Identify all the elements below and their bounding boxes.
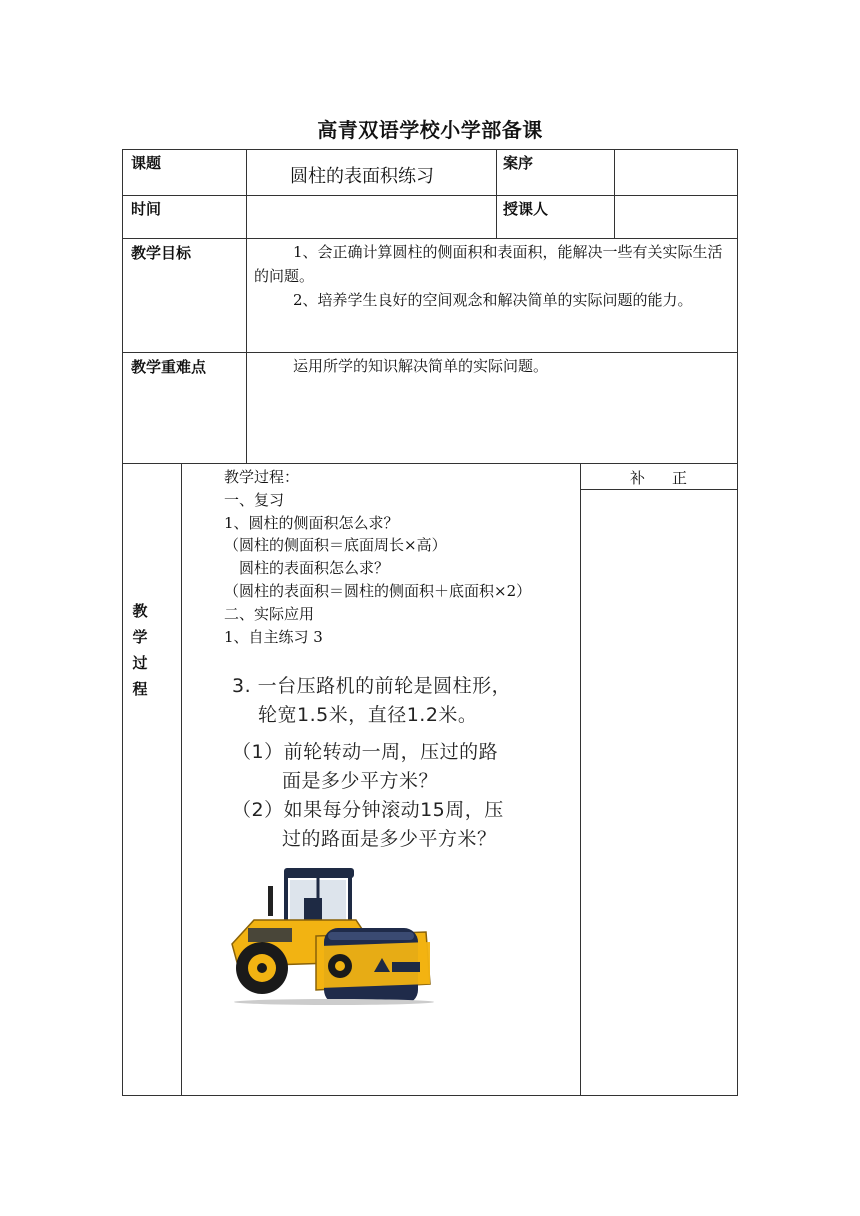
exercise-question: 面是多少平方米？: [282, 770, 439, 792]
row-divider: [122, 463, 738, 464]
process-line: 1、自主练习 3: [224, 627, 323, 646]
row-divider: [122, 352, 738, 353]
row-divider: [122, 238, 738, 239]
process-label-char: 教: [132, 602, 148, 620]
topic-value: 圆柱的表面积练习: [290, 166, 434, 187]
case-label: 案序: [503, 154, 534, 172]
exercise-excerpt: [232, 672, 511, 854]
process-label: [126, 598, 154, 702]
drum-hub-center: [335, 961, 345, 971]
correction-header: [581, 467, 737, 488]
key-points-label: 教学重难点: [131, 358, 207, 376]
road-roller-image: [224, 862, 436, 1006]
exercise-line: 3. 一台压路机的前轮是圆柱形，: [232, 675, 512, 697]
correction-column-divider: [580, 463, 581, 1096]
column-divider: [614, 149, 615, 239]
time-label: 时间: [131, 200, 162, 218]
process-line: 二、实际应用: [224, 604, 315, 623]
ground-shadow: [234, 999, 434, 1005]
correction-char: 正: [672, 469, 689, 487]
rear-wheel-center: [257, 963, 267, 973]
topic-label: 课题: [131, 154, 162, 172]
exercise-question: 过的路面是多少平方米？: [282, 828, 497, 850]
process-label-divider: [181, 463, 182, 1096]
brand-plate: [392, 962, 420, 972]
goal-item: 1、会正确计算圆柱的侧面积和表面积，能解决一些有关实际生活的问题。: [254, 243, 723, 285]
exercise-question: （1）前轮转动一周，压过的路: [232, 741, 499, 763]
process-line: 圆柱的表面积怎么求？: [224, 559, 390, 578]
teacher-label: 授课人: [503, 200, 549, 218]
exercise-question: （2）如果每分钟滚动15周，压: [232, 799, 504, 821]
goals-label: 教学目标: [131, 244, 192, 262]
table-border-bottom: [122, 1095, 738, 1096]
correction-header-divider: [580, 489, 738, 490]
process-label-char: 程: [132, 680, 148, 698]
correction-char: 补: [629, 469, 646, 487]
exercise-line: 轮宽1.5米，直径1.2米。: [258, 704, 478, 726]
drum-highlight: [328, 932, 414, 940]
key-points-text: [254, 354, 732, 378]
table-border-left: [122, 149, 123, 1096]
process-line: （圆柱的侧面积＝底面周长×高）: [224, 536, 447, 555]
process-line: 教学过程：: [224, 468, 300, 486]
process-label-char: 学: [132, 628, 148, 646]
row-divider: [122, 195, 738, 196]
exercise-spacer: [232, 730, 511, 738]
table-border-right: [737, 149, 738, 1096]
process-content: [224, 466, 576, 648]
process-line: （圆柱的表面积＝圆柱的侧面积＋底面积×2）: [224, 581, 532, 600]
process-line: 一、复习: [224, 490, 285, 509]
label-column-divider: [246, 149, 247, 464]
goals-text: [254, 240, 732, 312]
goal-item: 2、培养学生良好的空间观念和解决简单的实际问题的能力。: [293, 291, 693, 309]
process-line: 1、圆柱的侧面积怎么求？: [224, 513, 399, 532]
table-border-top: [122, 149, 738, 150]
exhaust-pipe: [268, 886, 273, 916]
body-panel: [248, 928, 292, 942]
document-title: 高青双语学校小学部备课: [317, 118, 543, 142]
key-points-item: 运用所学的知识解决简单的实际问题。: [293, 357, 549, 375]
column-divider: [496, 149, 497, 239]
process-label-char: 过: [132, 654, 148, 672]
operator-seat: [304, 898, 322, 922]
